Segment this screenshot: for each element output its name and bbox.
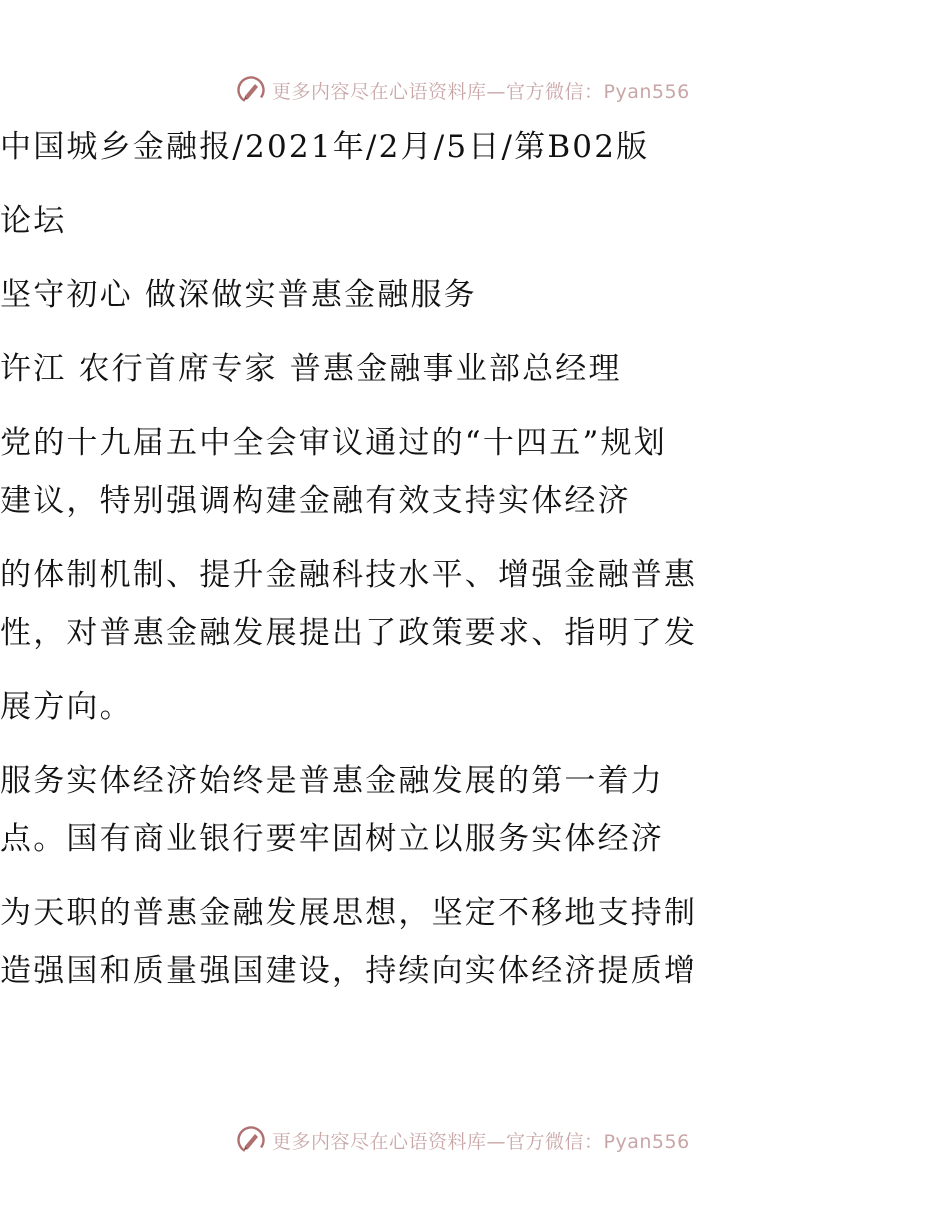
pen-circle-logo-icon bbox=[236, 75, 266, 105]
body-line: 服务实体经济始终是普惠金融发展的第一着力 bbox=[0, 763, 664, 799]
body-line: 建议，特别强调构建金融有效支持实体经济 bbox=[0, 483, 631, 519]
body-line: 点。国有商业银行要牢固树立以服务实体经济 bbox=[0, 821, 664, 857]
watermark-footer bbox=[236, 1123, 690, 1157]
body-line: 性，对普惠金融发展提出了政策要求、指明了发 bbox=[0, 615, 698, 651]
body-line: 展方向。 bbox=[0, 689, 133, 725]
article-author: 许江 农行首席专家 普惠金融事业部总经理 bbox=[0, 351, 622, 387]
watermark-text: 更多内容尽在心语资料库—官方微信：Pyan556 bbox=[272, 80, 690, 103]
watermark-text: 更多内容尽在心语资料库—官方微信：Pyan556 bbox=[272, 1130, 690, 1153]
article-title: 坚守初心 做深做实普惠金融服务 bbox=[0, 277, 477, 313]
watermark-header bbox=[236, 73, 690, 107]
article-section: 论坛 bbox=[0, 203, 67, 239]
pen-circle-logo-icon bbox=[236, 1125, 266, 1155]
body-line: 的体制机制、提升金融科技水平、增强金融普惠 bbox=[0, 557, 698, 593]
body-line: 为天职的普惠金融发展思想，坚定不移地支持制 bbox=[0, 895, 698, 931]
article-source-line: 中国城乡金融报/2021年/2月/5日/第B02版 bbox=[0, 129, 650, 165]
body-line: 造强国和质量强国建设，持续向实体经济提质增 bbox=[0, 953, 698, 989]
body-line: 党的十九届五中全会审议通过的“十四五”规划 bbox=[0, 425, 667, 461]
